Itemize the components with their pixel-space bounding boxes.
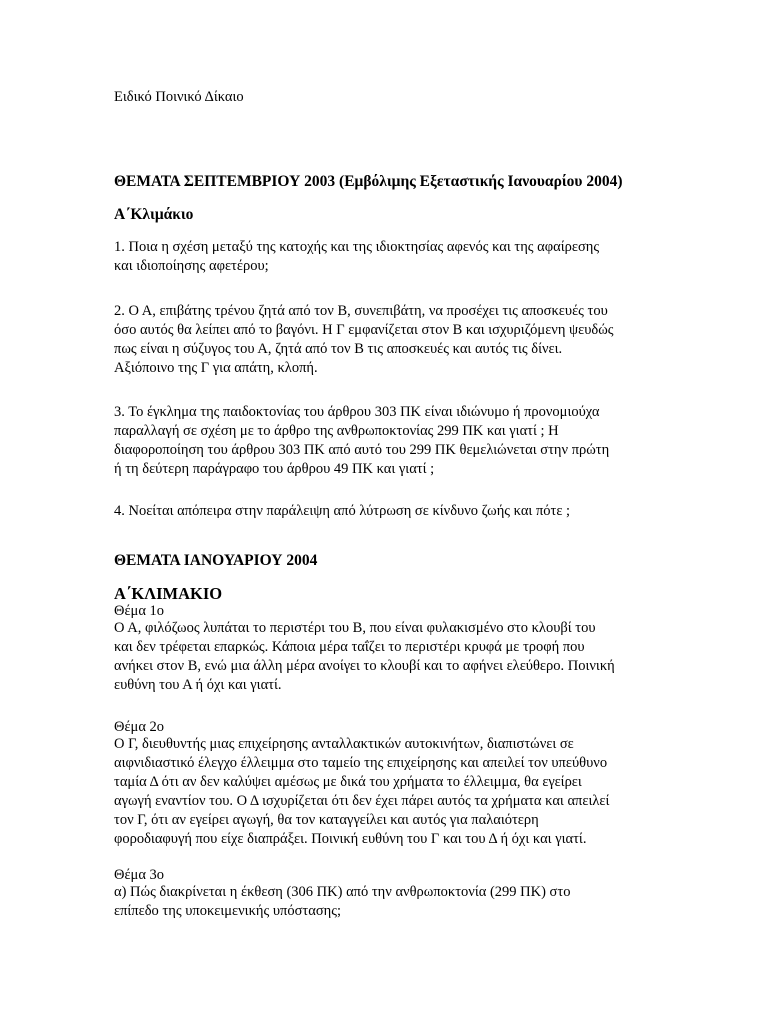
topic-1-line: ευθύνη του Α ή όχι και γιατί. — [114, 677, 282, 693]
topic-2-line: φοροδιαφυγή που είχε διαπράξει. Ποινική ευθύνη του Γ και του Δ ή όχι και γιατί. — [114, 831, 587, 847]
section-heading-january-2004: ΘΕΜΑΤΑ ΙΑΝΟΥΑΡΙΟΥ 2004 — [114, 552, 318, 569]
question-1-line: 1. Ποια η σχέση μεταξύ της κατοχής και της ιδιοκτησίας αφενός και της αφαίρεσης — [114, 239, 600, 255]
question-3-line: παραλλαγή σε σχέση με το άρθρο της ανθρωποκτονίας 299 ΠΚ και γιατί ; Η — [114, 423, 559, 439]
topic-2-line: Ο Γ, διευθυντής μιας επιχείρησης ανταλλακτικών αυτοκινήτων, διαπιστώνει σε — [114, 736, 574, 752]
question-2-line: όσο αυτός θα λείπει από το βαγόνι. Η Γ εμφανίζεται στον Β και ισχυριζόμενη ψευδώς — [114, 322, 614, 338]
topic-1-line: Ο Α, φιλόζωος λυπάται το περιστέρι του Β, που είναι φυλακισμένο στο κλουβί του — [114, 620, 596, 636]
topic-1-line: και δεν τρέφεται επαρκώς. Κάποια μέρα ταΐζει το περιστέρι κρυφά με τροφή που — [114, 639, 585, 655]
question-3-line: 3. Το έγκλημα της παιδοκτονίας του άρθρου 303 ΠΚ είναι ιδιώνυμο ή προνομιούχα — [114, 404, 600, 420]
topic-2-line: αγωγή εναντίον του. Ο Δ ισχυρίζεται ότι δεν έχει πάρει αυτός τα χρήματα και απειλεί — [114, 793, 610, 809]
question-4-line: 4. Νοείται απόπειρα στην παράλειψη από λύτρωση σε κίνδυνο ζωής και πότε ; — [114, 503, 571, 519]
topic-2-line: ταμία Δ ότι αν δεν καλύψει αμέσως με δικά του χρήματα το έλλειμμα, θα εγείρει — [114, 774, 582, 790]
question-2 — [114, 302, 654, 378]
question-3-line: διαφοροποίηση του άρθρου 303 ΠΚ από αυτό του 299 ΠΚ θεμελιώνεται στην πρώτη — [114, 442, 610, 458]
level-heading-a: Α΄Κλιμάκιο — [114, 206, 194, 223]
topic-3 — [114, 883, 654, 921]
question-1-line: και ιδιοποίησης αφετέρου; — [114, 258, 269, 274]
topic-3-line: επίπεδο της υποκειμενικής υπόστασης; — [114, 903, 341, 919]
topic-2-line: αιφνιδιαστικό έλεγχο έλλειμμα στο ταμείο της επιχείρησης και απειλεί τον υπεύθυνο — [114, 755, 608, 771]
topic-2-label: Θέμα 2ο — [114, 719, 165, 735]
question-2-line: πως είναι η σύζυγος του Α, ζητά από τον Β τις αποσκευές και αυτός τις δίνει. — [114, 341, 563, 357]
topic-3-line: α) Πώς διακρίνεται η έκθεση (306 ΠΚ) από την ανθρωποκτονία (299 ΠΚ) στο — [114, 884, 571, 900]
question-2-line: Αξιόποινο της Γ για απάτη, κλοπή. — [114, 360, 318, 376]
level-heading-a-caps: Α΄ΚΛΙΜΑΚΙΟ — [114, 584, 223, 603]
topic-3-label: Θέμα 3ο — [114, 867, 165, 883]
section-heading-september-2003: ΘΕΜΑΤΑ ΣΕΠΤΕΜΒΡΙΟΥ 2003 (Εμβόλιμης Εξεταστικής Ιανουαρίου 2004) — [114, 173, 623, 190]
topic-1-line: ανήκει στον Β, ενώ μια άλλη μέρα ανοίγει το κλουβί και το αφήνει ελεύθερο. Ποινική — [114, 658, 615, 674]
question-3 — [114, 403, 654, 479]
question-2-line: 2. Ο Α, επιβάτης τρένου ζητά από τον Β, συνεπιβάτη, να προσέχει τις αποσκευές του — [114, 303, 608, 319]
topic-1-label: Θέμα 1ο — [114, 603, 165, 619]
topic-2-line: τον Γ, ότι αν εγείρει αγωγή, θα τον καταγγείλει και αυτός για παλαιότερη — [114, 812, 539, 828]
question-1 — [114, 238, 654, 276]
question-4 — [114, 502, 654, 521]
document-title: Ειδικό Ποινικό Δίκαιο — [114, 89, 244, 105]
topic-2 — [114, 735, 654, 849]
question-3-line: ή τη δεύτερη παράγραφο του άρθρου 49 ΠΚ και γιατί ; — [114, 461, 435, 477]
topic-1 — [114, 619, 654, 695]
